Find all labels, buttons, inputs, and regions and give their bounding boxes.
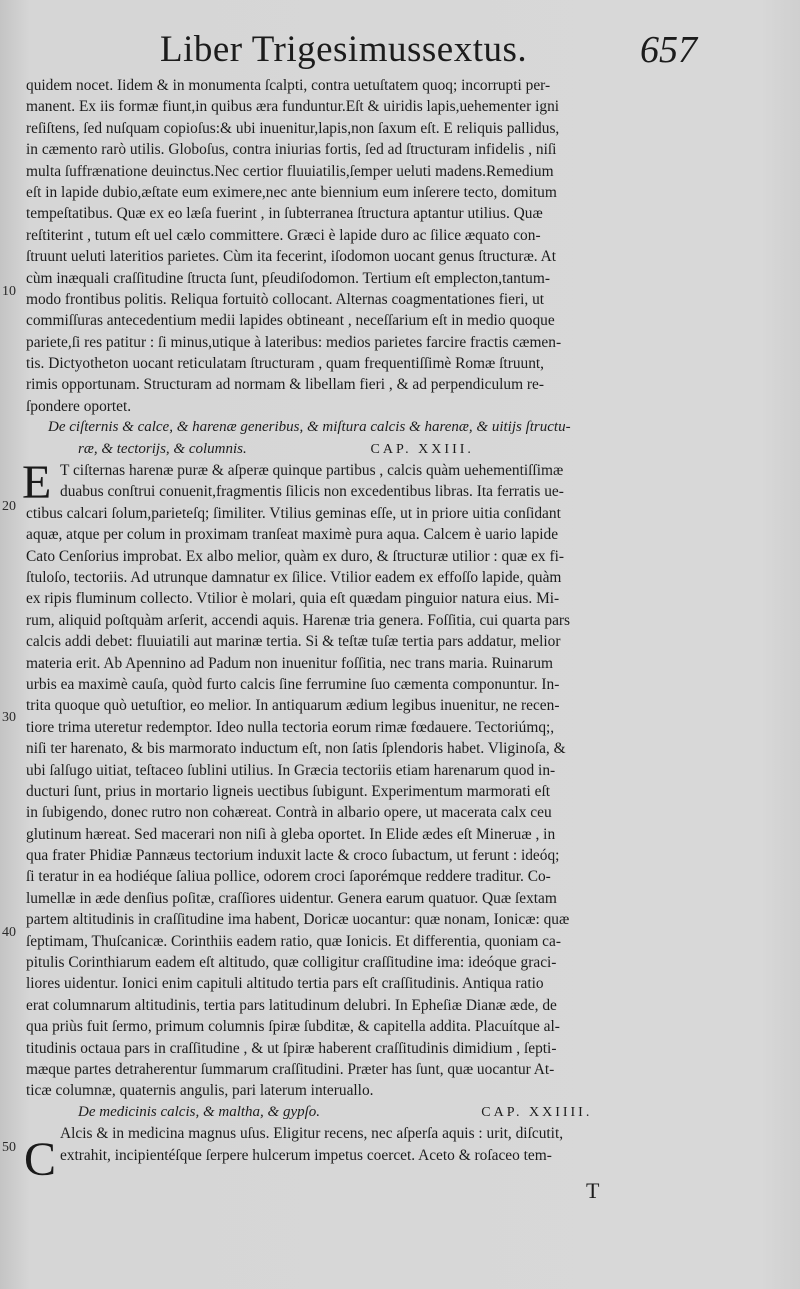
text-line: Alcis & in medicina magnus uſus. Eligitur recens, nec aſperſa aquis : urit, diſcutit,	[60, 1125, 564, 1143]
text-line: T ciſternas harenæ puræ & aſperæ quinque partibus , calcis quàm uehementiſſimæ	[60, 462, 564, 480]
text-line: ſpondere oportet.	[26, 397, 132, 415]
margin-line-number: 30	[2, 710, 16, 725]
text-line: mæque partes detraherentur ſummarum craſſitudini. Præter has ſunt, quæ uocantur At-	[26, 1060, 555, 1078]
text-line: commiſſuras antecedentium medii lapides obtineant , neceſſarium eſt in medio quoque	[26, 312, 555, 330]
text-line: ſeptimam, Thuſcanicæ. Corinthiis eadem ratio, quæ Ionicis. Et differentia, quoniam ca-	[26, 932, 561, 950]
catchword: T	[586, 1178, 600, 1203]
section-cisterns	[26, 460, 771, 1102]
text-line: duabus conſtrui conuenit,fragmentis ſilicis non excedentibus libras. Ita ferratis ue-	[60, 483, 564, 501]
text-line: tempeſtatibus. Quæ ex eo læſa fuerint , in ſubterranea ſtructura aptantur utilius. Quæ	[26, 205, 543, 223]
chapter-heading-23-text: ræ, & tectorijs, & columnis.	[78, 440, 247, 457]
chapter-number-24: CAP. XXIIII.	[481, 1104, 593, 1120]
text-line: in ſubigendo, donec rutro non cohæreat. Contrà in albario opere, ut macerata calx ceu	[26, 804, 552, 822]
margin-line-number: 20	[2, 499, 16, 514]
text-line: tis. Dictyotheton uocant reticulatam ſtructuram , quam frequentiſſimè Romæ ſtruunt,	[26, 355, 545, 373]
text-line: glutinum hæreat. Sed macerari non niſi à gleba oportet. In Elide ædes eſt Mineruæ , in	[26, 825, 556, 843]
text-line: eſt in lapide dubio,æſtate eum eximere,nec ante biennium eum inſerere tecto, domitum	[26, 183, 557, 201]
text-line: materia erit. Ab Apennino ad Padum non inuenitur foſſitia, nec trans maria. Ruinarum	[26, 654, 554, 672]
chapter-heading-23-line2	[26, 439, 771, 460]
text-line: ubi ſalſugo uitiat, teſtaceo ſublini utilius. In Græcia tectoriis etiam harenarum quod in-	[26, 761, 556, 779]
text-line: pariete,ſi res patitur : ſi minus,utique à lateribus: medios parietes farcire fractis cæmen-	[26, 333, 562, 351]
text-line: quidem nocet. Iidem & in monumenta ſcalpti, contra uetuſtatem quoq; incorrupti per-	[26, 77, 551, 94]
text-line: niſi ter harenato, & bis marmorato inductum eſt, non ſatis ſplendoris habet. Vliginoſa, &	[26, 740, 566, 758]
main-text	[26, 75, 771, 1166]
margin-line-number: 40	[2, 925, 16, 940]
chapter-number-23: CAP. XXIII.	[370, 441, 474, 457]
text-line: ſtruunt ueluti lateritios parietes. Cùm ita fecerint, iſodomon uocant genus ſtructuræ. At	[26, 248, 557, 266]
text-line: in cæmento rarò utilis. Globoſus, contra iniurias fortis, ſed ad ſtructuram infidelis , niſi	[26, 141, 557, 159]
text-line: modo frontibus politis. Reliqua fortuitò collocant. Alternas coagmentationes fieri, ut	[26, 290, 545, 308]
folio-number: 657	[640, 29, 697, 71]
text-line: ſi teratur in ea hodiéque ſaliua pollice, odorem croci ſaporémque reddere traditur. Co-	[26, 868, 551, 886]
margin-line-number: 10	[2, 284, 16, 299]
text-line: manent. Ex iis formæ fiunt,in quibus æra funduntur.Eſt & uiridis lapis,uehementer igni	[26, 98, 560, 116]
text-line: partem altitudinis in craſſitudine ima habent, Doricæ uocantur: quæ nonam, Ionicæ: quæ	[26, 911, 570, 929]
text-line: Cato Cenſorius improbat. Ex albo melior, quàm ex duro, & ſtructuræ utilior : quæ ex fi-	[26, 547, 564, 565]
text-line: erat columnarum altitudinis, tertia pars latitudinum delubri. In Epheſiæ Dianæ æde, de	[26, 996, 557, 1014]
text-line: rum, aliquid poſtquàm arſerit, accendi aquis. Harenæ tria genera. Foſſitia, cui quarta pars	[26, 611, 571, 629]
chapter-heading-23-line1: De ciſternis & calce, & harenæ generibus, & miſtura calcis & harenæ, & uitijs ſtructu-	[48, 419, 571, 436]
text-line: aquæ, atque per colum in proximam tranſeat maximè pura aqua. Calcem è uario lapide	[26, 526, 559, 544]
text-line: ex ripis fluminum collecto. Vtilior è molari, quia eſt quædam pinguior natura eius. Mi-	[26, 590, 560, 608]
text-line: qua priùs fuit ſermo, primum columnis ſpiræ ſubditæ, & capitella addita. Placuítque al-	[26, 1018, 560, 1036]
chapter-heading-24-text: De medicinis calcis, & maltha, & gypſo.	[78, 1103, 321, 1120]
text-line: trita quoque quò uetuſtior, eo melior. In antiquarum ædium legibus inuenitur, ne recen-	[26, 697, 560, 715]
paragraph-opening	[26, 75, 771, 417]
chapter-heading-24	[26, 1102, 771, 1123]
text-line: calcis addi debet: fluuiatili aut marinæ tertia. Si & teſtæ tuſæ tertia pars addatur, melior	[26, 633, 561, 651]
text-line: tiore trima uteretur redemptor. Ideo nulla tectoria eorum rimæ fœdauere. Tectoriúmq;,	[26, 718, 555, 736]
text-line: titudinis octaua pars in craſſitudine , & ut ſpiræ haberent craſſitudinis dimidium , ſepti-	[26, 1039, 557, 1057]
section-medicine	[26, 1123, 771, 1166]
text-line: qua frater Phidiæ Pannæus tectorium induxit lacte & croco ſubactum, ut ferunt : ideóq;	[26, 847, 560, 865]
text-line: extrahit, incipientéſque ſerpere hulcerum impetus coercet. Aceto & roſaceo tem-	[60, 1146, 552, 1164]
text-line: reſiſtens, ſed nuſquam copioſus:& ubi inuenitur,lapis,non ſaxum eſt. E reliquis pallidus,	[26, 119, 560, 137]
text-line: lumellæ in æde denſius poſitæ, craſſiores uidentur. Genera earum quatuor. Quæ ſextam	[26, 889, 557, 907]
text-line: cùm inæquali craſſitudine ſtructa ſunt, pſeudiſodomon. Tertium eſt emplecton,tantum-	[26, 269, 550, 287]
text-line: pitulis Corinthiarum eadem eſt altitudo, quæ colligitur craſſitudine ima: ideóque graci-	[26, 954, 557, 972]
text-line: reſtiterint , tutum eſt uel cælo committere. Græci è lapide duro ac ſilice æquato con-	[26, 226, 541, 244]
margin-line-number: 50	[2, 1140, 16, 1155]
text-line: ducturi ſunt, prius in mortario ligneis uectibus ſubigunt. Experimentum marmorati eſt	[26, 782, 551, 800]
text-line: urbis ea maximè cauſa, quòd furto calcis ſine ferrumine ſuo cæmenta componuntur. In-	[26, 675, 560, 693]
drop-cap-c: C	[24, 1133, 57, 1186]
text-line: liores uidentur. Ionici enim capituli altitudo tertia pars eſt craſſitudinis. Antiqua ratio	[26, 975, 544, 993]
running-title: Liber Trigesimussextus.	[160, 29, 528, 70]
text-line: multa ſuffrænatione deuinctus.Nec certior fluuiatilis,ſemper ueluti madens.Remedium	[26, 162, 554, 180]
text-line: ſtuloſo, tectoriis. Ad utrunque damnatur ex ſilice. Vtilior eadem ex effoſſo lapide, quàm	[26, 568, 562, 586]
text-line: ticæ columnæ, quaternis angulis, pari laterum interuallo.	[26, 1082, 374, 1100]
text-line: rimis opportunam. Structuram ad normam & libellam fieri , & ad perpendiculum re-	[26, 376, 545, 394]
drop-cap-e: E	[22, 456, 52, 509]
text-line: ctibus calcari ſolum,parieteſq; ſimiliter. Vtilius geminas eſſe, ut in priore uitia conſidant	[26, 504, 561, 522]
